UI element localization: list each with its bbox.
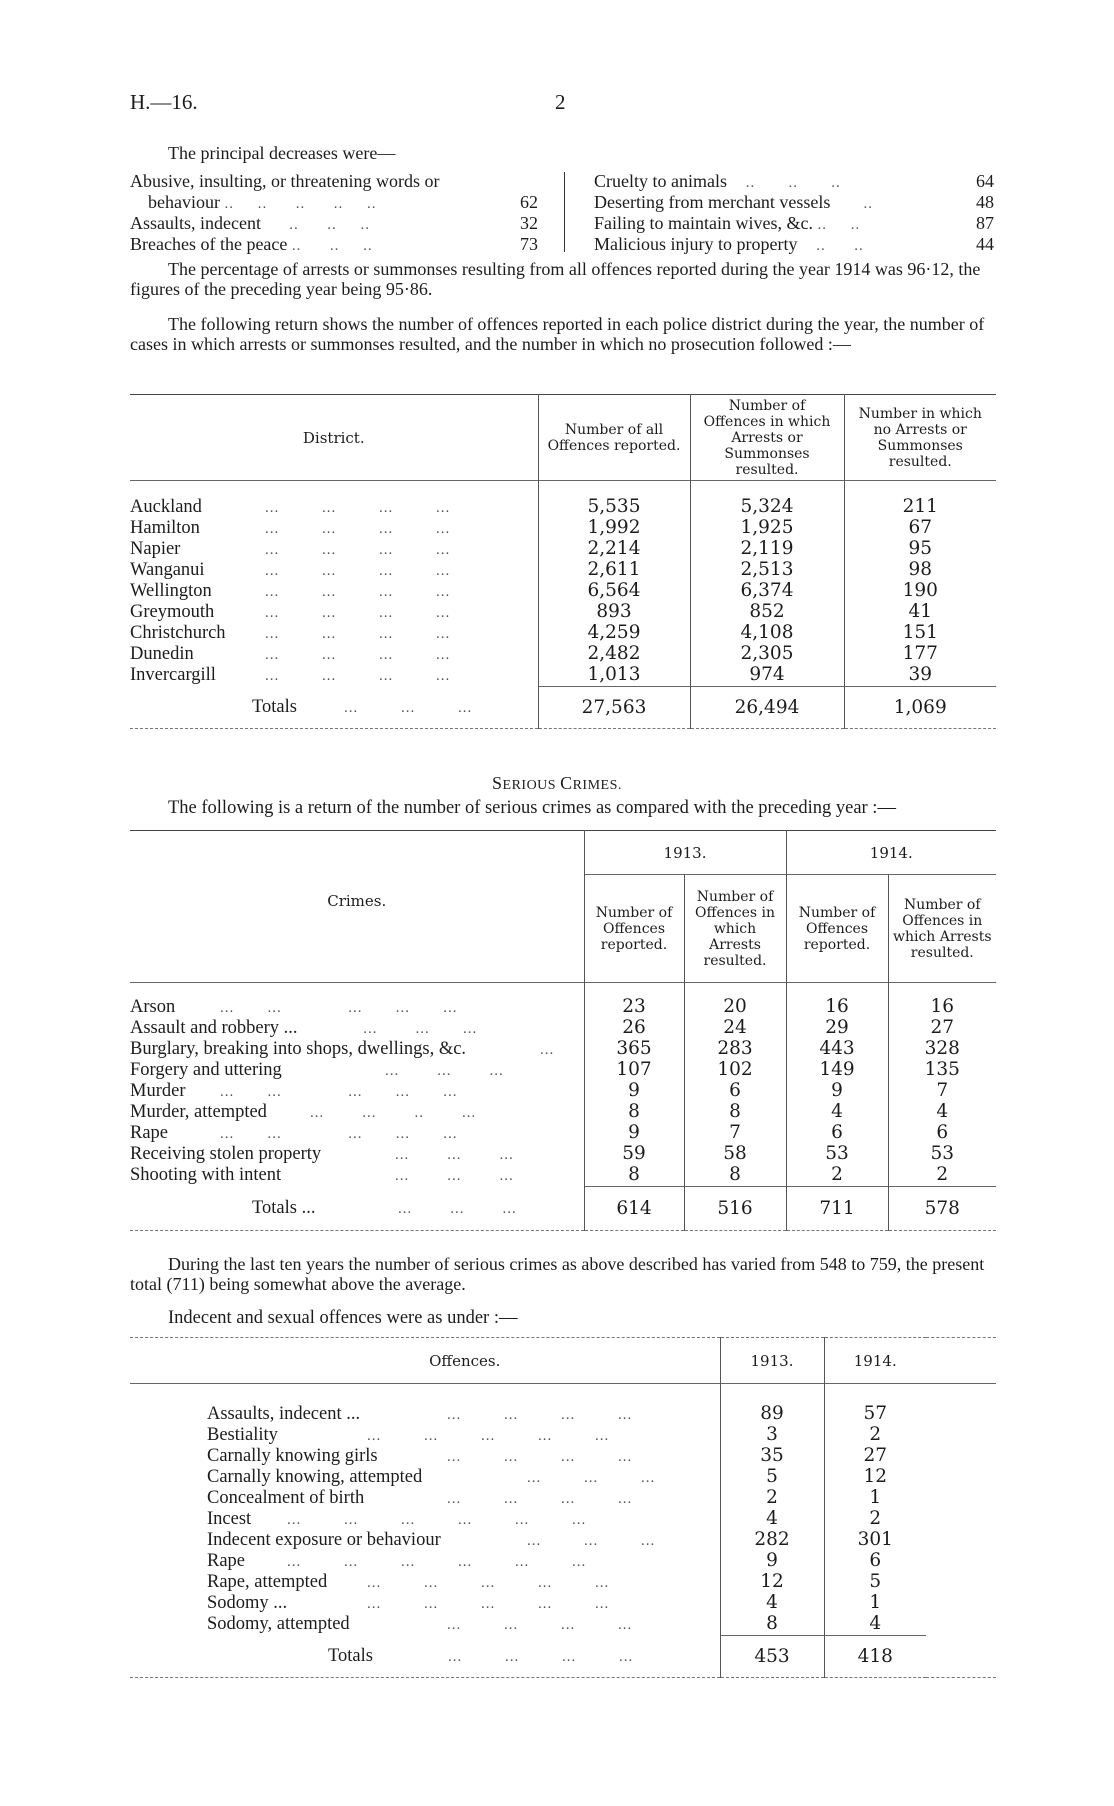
decreases-intro: The principal decreases were— [168,143,396,163]
no-arrests-value: 151 [844,623,996,644]
value-1914: 1 [824,1593,926,1614]
document-reference: H.—16. [130,90,198,114]
table-row [130,539,996,560]
value-1914: 57 [824,1404,926,1425]
offences-1913: 59 [584,1144,684,1165]
table-row [130,997,996,1018]
header-offences-reported: Number of all Offences reported. [538,395,690,481]
crime-name: Arson ... ... ... ... ... [130,996,458,1017]
offences-1913: 26 [584,1018,684,1039]
table-row [130,1081,996,1102]
value-1913: 5 [720,1467,824,1488]
decrease-label: Failing to maintain wives, &c. .. .. [594,213,861,233]
arrests-value: 4,108 [690,623,844,644]
header-arrests-resulted: Number of Offences in which Arrests resulted. [684,875,786,983]
table-row [130,1509,996,1530]
arrests-1913: 20 [684,997,786,1018]
offences-1913: 23 [584,997,684,1018]
arrests-value: 2,305 [690,644,844,665]
offences-1914: 6 [786,1123,888,1144]
table-row [130,1614,996,1636]
decrease-value: 62 [520,192,538,212]
table-row [130,1593,996,1614]
offences-1913: 8 [584,1102,684,1123]
value-1913: 12 [720,1572,824,1593]
arrests-value: 2,513 [690,560,844,581]
table-row [130,1488,996,1509]
indecent-intro: Indecent and sexual offences were as under :— [168,1308,518,1328]
page-number: 2 [555,90,566,114]
table-row [130,602,996,623]
arrests-1913: 8 [684,1165,786,1187]
district-name: Dunedin ... ... ... ... [130,643,451,664]
arrests-1914: 53 [888,1144,996,1165]
offences-value: 2,482 [538,644,690,665]
no-arrests-value: 190 [844,581,996,602]
value-1914: 2 [824,1425,926,1446]
column-divider [564,172,565,252]
crime-name: Shooting with intent ... ... ... [130,1165,514,1185]
table-row [130,1551,996,1572]
value-1914: 301 [824,1530,926,1551]
decrease-value: 87 [976,213,994,233]
serious-crimes-table [130,830,996,1231]
offence-name: Incest ... ... ... ... ... ... [207,1508,587,1529]
arrests-1913: 8 [684,1102,786,1123]
no-arrests-value: 177 [844,644,996,665]
table-row [130,1446,996,1467]
district-name: Invercargill ... ... ... ... [130,665,451,685]
arrests-1914: 7 [888,1081,996,1102]
arrests-1913: 24 [684,1018,786,1039]
totals-offences: 27,563 [538,687,690,729]
offences-value: 893 [538,602,690,623]
offences-1914: 16 [786,997,888,1018]
header-year-1914: 1914. [824,1338,926,1384]
offence-name: Carnally knowing, attempted ... ... ... [207,1466,656,1487]
arrests-value: 974 [690,665,844,687]
district-name: Wellington ... ... ... ... [130,580,451,601]
arrests-1913: 7 [684,1123,786,1144]
serious-crimes-intro: The following is a return of the number of serious crimes as compared with the preceding year :— [168,798,896,818]
offences-1913: 107 [584,1060,684,1081]
value-1914: 2 [824,1509,926,1530]
totals-row [130,687,996,729]
table-row [130,1039,996,1060]
no-arrests-value: 98 [844,560,996,581]
totals-arrests-1914: 578 [888,1187,996,1231]
table-row [130,1018,996,1039]
offence-name: Concealment of birth ... ... ... ... [207,1487,633,1508]
value-1914: 1 [824,1488,926,1509]
offence-name: Sodomy ... ... ... ... ... ... [207,1592,610,1613]
no-arrests-value: 41 [844,602,996,623]
decrease-value: 64 [976,171,994,191]
arrests-1913: 6 [684,1081,786,1102]
arrests-1914: 6 [888,1123,996,1144]
arrests-1914: 328 [888,1039,996,1060]
arrests-1914: 4 [888,1102,996,1123]
offences-1913: 9 [584,1081,684,1102]
crime-name: Assault and robbery ... ... ... ... [130,1017,478,1038]
totals-label: Totals ... ... ... ... [252,1197,517,1218]
offences-1913: 365 [584,1039,684,1060]
arrests-value: 852 [690,602,844,623]
offence-name: Indecent exposure or behaviour ... ... ... [207,1529,656,1550]
offences-value: 2,611 [538,560,690,581]
table-row [130,623,996,644]
table-row [130,518,996,539]
arrests-value: 6,374 [690,581,844,602]
no-arrests-value: 67 [844,518,996,539]
totals-no-arrests: 1,069 [844,687,996,729]
offences-1914: 53 [786,1144,888,1165]
arrests-1914: 27 [888,1018,996,1039]
totals-arrests: 26,494 [690,687,844,729]
header-offences-reported: Number of Offences reported. [584,875,684,983]
decrease-value: 48 [976,192,994,212]
arrests-1913: 283 [684,1039,786,1060]
totals-offences-1914: 711 [786,1187,888,1231]
header-arrests-resulted: Number of Offences in which Arrests resulted. [888,875,996,983]
district-name: Napier ... ... ... ... [130,538,451,559]
section-heading-serious-crimes: SERIOUS CRIMES. [492,773,622,793]
offences-value: 4,259 [538,623,690,644]
indecent-offences-table [130,1337,996,1678]
crime-name: Rape ... ... ... ... ... [130,1122,458,1143]
totals-1914: 418 [824,1636,926,1678]
value-1913: 9 [720,1551,824,1572]
header-year-1913: 1913. [720,1338,824,1384]
offences-1914: 4 [786,1102,888,1123]
value-1914: 27 [824,1446,926,1467]
table-row [130,644,996,665]
value-1913: 4 [720,1509,824,1530]
value-1914: 4 [824,1614,926,1636]
offence-name: Rape ... ... ... ... ... ... [207,1550,587,1571]
header-year-1913: 1913. [584,831,786,875]
table-row [130,665,996,687]
districts-table [130,394,996,729]
offences-value: 1,992 [538,518,690,539]
crime-name: Murder, attempted ... ... .. ... [130,1101,477,1122]
offences-value: 5,535 [538,497,690,518]
value-1914: 6 [824,1551,926,1572]
decrease-label: Malicious injury to property .. .. [594,234,864,254]
crime-name: Receiving stolen property ... ... ... [130,1143,514,1164]
table-row [130,1404,996,1425]
no-arrests-value: 39 [844,665,996,687]
table-row [130,560,996,581]
district-name: Greymouth ... ... ... ... [130,601,451,622]
header-no-arrests: Number in which no Arrests or Summonses resulted. [844,395,996,481]
value-1913: 89 [720,1404,824,1425]
decrease-label: Cruelty to animals .. .. .. [594,171,841,191]
offence-name: Carnally knowing girls ... ... ... ... [207,1445,633,1466]
totals-offences-1913: 614 [584,1187,684,1231]
header-offences-reported: Number of Offences reported. [786,875,888,983]
offence-name: Rape, attempted ... ... ... ... ... [207,1571,610,1592]
no-arrests-value: 95 [844,539,996,560]
offences-1914: 9 [786,1081,888,1102]
table-row [130,1467,996,1488]
decrease-label: Abusive, insulting, or threatening words or [130,171,440,191]
table-row [130,1060,996,1081]
value-1914: 12 [824,1467,926,1488]
totals-label: Totals ... ... ... [252,696,473,717]
offences-1913: 9 [584,1123,684,1144]
totals-row [130,1636,996,1678]
totals-row [130,1187,996,1231]
value-1913: 4 [720,1593,824,1614]
decrease-label: Deserting from merchant vessels .. [594,192,873,212]
decrease-value: 73 [520,234,538,254]
district-name: Hamilton ... ... ... ... [130,517,451,538]
table-row [130,497,996,518]
paragraph-return-intro: The following return shows the number of offences reported in each police district during the year, the number of cases in which arrests or summonses resulted, and the number in which no prosecution followed :— [130,314,985,354]
header-year-1914: 1914. [786,831,996,875]
offences-value: 6,564 [538,581,690,602]
totals-label: Totals ... ... ... ... [328,1645,634,1666]
district-name: Wanganui ... ... ... ... [130,559,451,580]
arrests-1913: 58 [684,1144,786,1165]
district-name: Auckland ... ... ... ... [130,496,451,517]
table-row [130,1425,996,1446]
decrease-label: behaviour .. .. .. .. .. [148,192,377,212]
header-district: District. [302,428,365,447]
paragraph-percentage: The percentage of arrests or summonses resulting from all offences reported during the year 1914 was 96·12, the figures of the preceding year being 95·86. [130,259,981,299]
header-arrests-resulted: Number of Offences in which Arrests or Summonses resulted. [690,395,844,481]
table-row [130,1165,996,1187]
value-1913: 2 [720,1488,824,1509]
decrease-value: 44 [976,234,994,254]
offences-1914: 2 [786,1165,888,1187]
value-1913: 3 [720,1425,824,1446]
table-row [130,1144,996,1165]
value-1913: 282 [720,1530,824,1551]
arrests-value: 2,119 [690,539,844,560]
offences-1914: 443 [786,1039,888,1060]
table-row [130,1102,996,1123]
table-row [130,1572,996,1593]
offences-value: 2,214 [538,539,690,560]
crime-name: Forgery and uttering ... ... ... [130,1059,504,1080]
offence-name: Sodomy, attempted ... ... ... ... [207,1614,633,1634]
totals-arrests-1913: 516 [684,1187,786,1231]
value-1914: 5 [824,1572,926,1593]
table-row [130,1123,996,1144]
table-row [130,1530,996,1551]
header-offences: Offences. [429,1351,501,1370]
value-1913: 8 [720,1614,824,1636]
offences-1914: 149 [786,1060,888,1081]
value-1913: 35 [720,1446,824,1467]
arrests-1914: 135 [888,1060,996,1081]
offence-name: Bestiality ... ... ... ... ... [207,1424,610,1445]
no-arrests-value: 211 [844,497,996,518]
offences-value: 1,013 [538,665,690,687]
decrease-label: Assaults, indecent .. .. .. [130,213,370,233]
paragraph-ten-years: During the last ten years the number of serious crimes as above described has varied from 548 to 759, the present total (711) being somewhat above the average. [130,1254,985,1294]
offence-name: Assaults, indecent ... ... ... ... ... [207,1403,633,1424]
arrests-1913: 102 [684,1060,786,1081]
arrests-1914: 16 [888,997,996,1018]
crime-name: Burglary, breaking into shops, dwellings, &c. ... [130,1038,555,1059]
offences-1913: 8 [584,1165,684,1187]
arrests-value: 5,324 [690,497,844,518]
district-name: Christchurch ... ... ... ... [130,622,451,643]
offences-1914: 29 [786,1018,888,1039]
totals-1913: 453 [720,1636,824,1678]
arrests-1914: 2 [888,1165,996,1187]
decrease-label: Breaches of the peace .. .. .. [130,234,373,254]
arrests-value: 1,925 [690,518,844,539]
table-row [130,581,996,602]
crime-name: Murder ... ... ... ... ... [130,1080,458,1101]
header-crimes: Crimes. [327,892,387,910]
decrease-value: 32 [520,213,538,233]
